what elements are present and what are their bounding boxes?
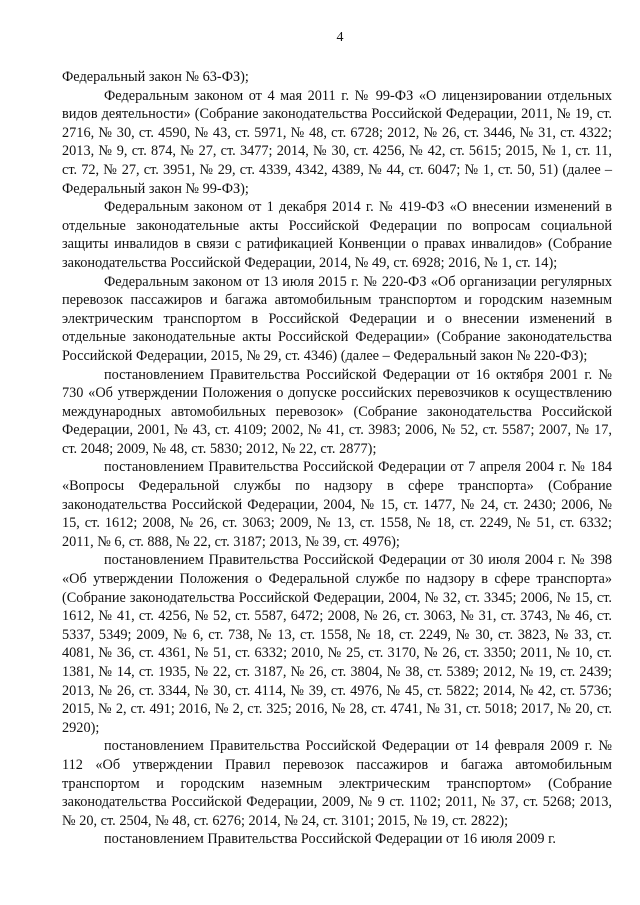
paragraph-resolution-112: постановлением Правительства Российской Федерации от 14 февраля 2009 г. № 112 «Об утверждении Правил перевозок пассажиров и багажа автомобильным транспортом и городским наземным электрическим транспортом» (Собрание законодательства Российской Федерации, 2009, № 9 ст. 1102; 2011, № 37, ст. 5268; 2013, № 20, ст. 2504, № 48, ст. 6276; 2014, № 24, ст. 3101; 2015, № 19, ст. 2822);: [62, 738, 612, 829]
paragraph-resolution-398: постановлением Правительства Российской Федерации от 30 июля 2004 г. № 398 «Об утверждении Положения о Федеральной службе по надзору в сфере транспорта» (Собрание законодательства Российской Федерации, 2004, № 32, ст. 3345; 2006, № 15, ст. 1612, № 41, ст. 4256, № 52, ст. 5587, 6472; 2008, № 26, ст. 3063, № 31, ст. 3743, № 46, ст. 5337, 5349; 2009, № 6, ст. 738, № 13, ст. 1558, № 18, ст. 2249, № 30, ст. 3823, № 33, ст. 4081, № 36, ст. 4361, № 51, ст. 6332; 2010, № 25, ст. 3170, № 26, ст. 3350; 2011, № 10, ст. 1381, № 14, ст. 1935, № 22, ст. 3187, № 26, ст. 3804, № 38, ст. 5389; 2012, № 19, ст. 2439; 2013, № 26, ст. 3344, № 30, ст. 4114, № 39, ст. 4976, № 45, ст. 5822; 2014, № 42, ст. 5736; 2015, № 2, ст. 491; 2016, № 2, ст. 325; 2016, № 28, ст. 4741, № 31, ст. 5018; 2017, № 20, ст. 2920);: [62, 552, 612, 736]
page-number: 4: [336, 30, 344, 45]
paragraph-continuation: Федеральный закон № 63-ФЗ);: [62, 69, 249, 85]
paragraph-resolution-184: постановлением Правительства Российской Федерации от 7 апреля 2004 г. № 184 «Вопросы Федеральной службы по надзору в сфере транспорта» (Собрание законодательства Российской Федерации, 2004, № 15, ст. 1477, № 24, ст. 2430; 2006, № 15, ст. 1612; 2008, № 26, ст. 3063; 2009, № 13, ст. 1558, № 18, ст. 2249, № 51, ст. 6332; 2011, № 6, ст. 888, № 22, ст. 3187; 2013, № 39, ст. 4976);: [62, 459, 612, 550]
paragraph-law-99fz: Федеральным законом от 4 мая 2011 г. № 99-ФЗ «О лицензировании отдельных видов деятельности» (Собрание законодательства Российской Федерации, 2011, № 19, ст. 2716, № 30, ст. 4590, № 43, ст. 5971, № 48, ст. 6728; 2012, № 26, ст. 3446, № 31, ст. 4322; 2013, № 9, ст. 874, № 27, ст. 3477; 2014, № 30, ст. 4256, № 42, ст. 5615; 2015, № 1, ст. 11, ст. 72, № 27, ст. 3951, № 29, ст. 4339, 4342, 4389, № 44, ст. 6047; № 1, ст. 50, 51) (далее – Федеральный закон № 99-ФЗ);: [62, 87, 612, 197]
paragraph-law-419fz: Федеральным законом от 1 декабря 2014 г. № 419-ФЗ «О внесении изменений в отдельные законодательные акты Российской Федерации по вопросам социальной защиты инвалидов в связи с ратификацией Конвенции о правах инвалидов» (Собрание законодательства Российской Федерации, 2014, № 49, ст. 6928; 2016, № 1, ст. 14);: [62, 199, 612, 271]
paragraph-resolution-730: постановлением Правительства Российской Федерации от 16 октября 2001 г. № 730 «Об утверждении Положения о допуске российских перевозчиков к осуществлению международных автомобильных перевозок» (Собрание законодательства Российской Федерации, 2001, № 43, ст. 4109; 2002, № 41, ст. 3983; 2006, № 52, ст. 5587; 2007, № 17, ст. 2048; 2009, № 48, ст. 5830; 2012, № 22, ст. 2877);: [62, 366, 612, 457]
paragraph-resolution-2009-july: постановлением Правительства Российской Федерации от 16 июля 2009 г.: [104, 831, 556, 848]
paragraph-law-220fz: Федеральным законом от 13 июля 2015 г. № 220-ФЗ «Об организации регулярных перевозок пассажиров и багажа автомобильным транспортом и городским наземным электрическим транспортом в Российской Федерации и о внесении изменений в отдельные законодательные акты Российской Федерации» (Собрание законодательства Российской Федерации, 2015, № 29, ст. 4346) (далее – Федеральный закон № 220-ФЗ);: [62, 273, 612, 364]
